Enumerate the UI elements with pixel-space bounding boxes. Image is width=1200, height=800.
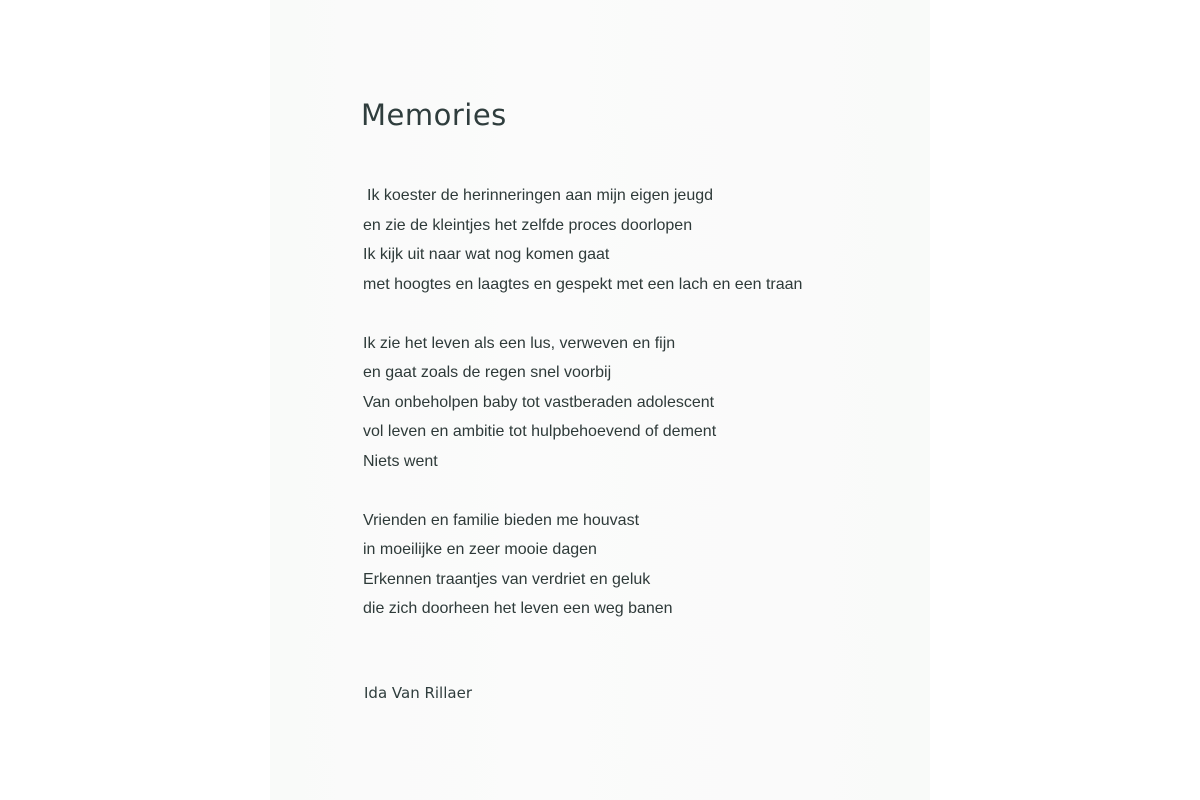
stanza-1 <box>363 181 923 299</box>
poem-title: Memories <box>361 98 507 132</box>
poem-line: Ik kijk uit naar wat nog komen gaat <box>363 246 610 263</box>
stanza-3 <box>363 506 923 624</box>
poem-line: Vrienden en familie bieden me houvast <box>363 511 640 529</box>
author-signature: Ida Van Rillaer <box>364 684 472 702</box>
poem-line: Van onbeholpen baby tot vastberaden adolescent <box>363 393 715 411</box>
poem-line: vol leven en ambitie tot hulpbehoevend of dement <box>363 423 717 440</box>
poem-line: en zie de kleintjes het zelfde proces doorlopen <box>363 216 693 234</box>
poem-line: Ik koester de herinneringen aan mijn eigen jeugd <box>367 187 714 204</box>
poem-line: met hoogtes en laagtes en gespekt met een lach en een traan <box>363 275 803 293</box>
poem-line: en gaat zoals de regen snel voorbij <box>363 364 612 381</box>
poem-line: Ik zie het leven als een lus, verweven en fijn <box>363 334 676 352</box>
poem-line: Niets went <box>363 452 438 470</box>
poem-line: in moeilijke en zeer mooie dagen <box>363 541 597 558</box>
poem-body <box>363 181 923 653</box>
stanza-2 <box>363 329 923 477</box>
poem-line: die zich doorheen het leven een weg banen <box>363 600 673 617</box>
poem-line: Erkennen traantjes van verdriet en geluk <box>363 570 651 588</box>
